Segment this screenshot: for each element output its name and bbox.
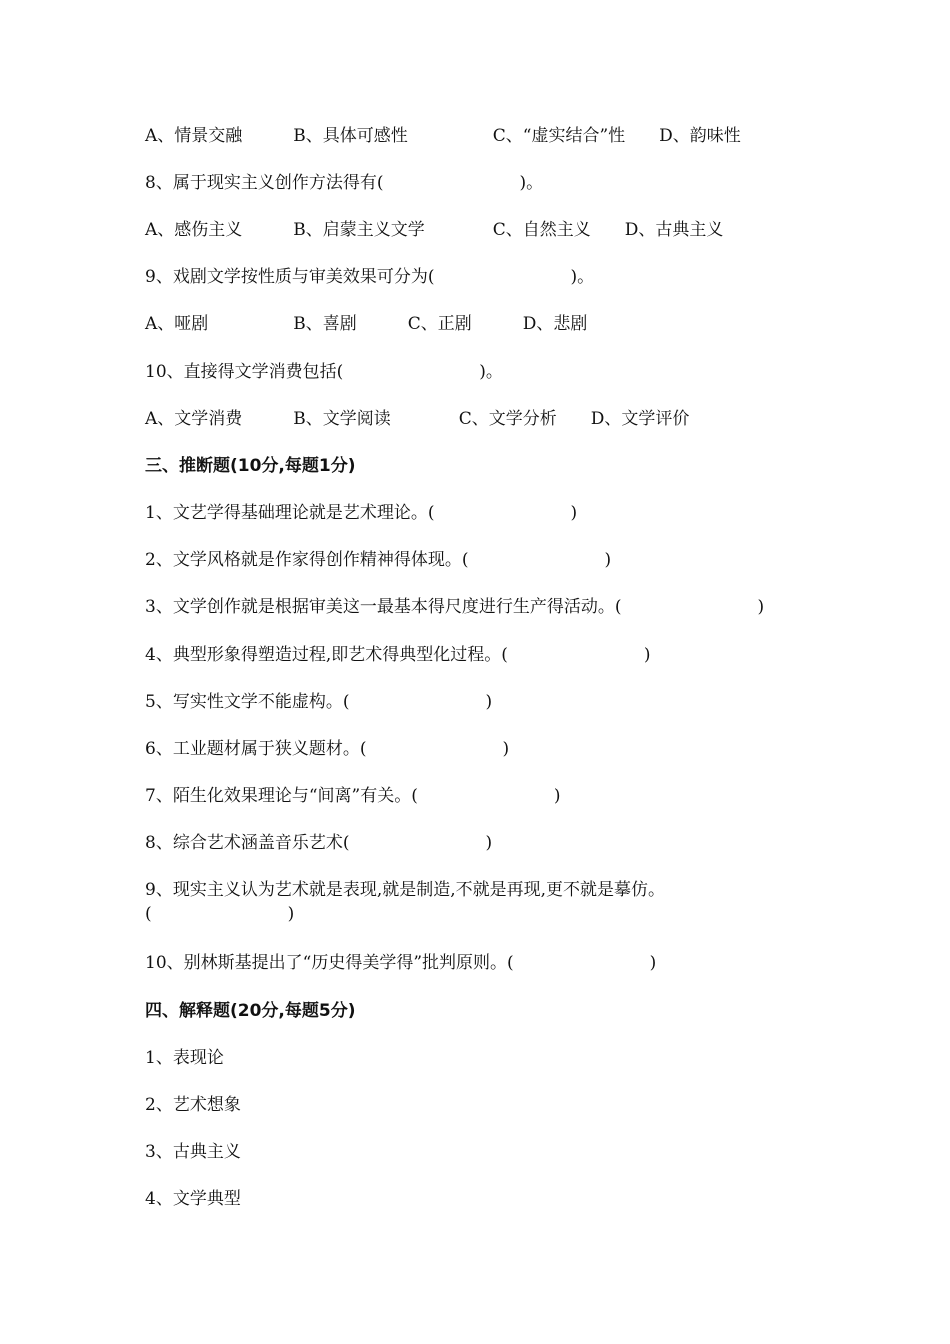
- judgment-item-9: 9、现实主义认为艺术就是表现,就是制造,不就是再现,更不就是摹仿。( ): [145, 880, 666, 924]
- judgment-item-5: 5、写实性文学不能虚构。( ): [145, 692, 493, 712]
- judgment-item-4: 4、典型形象得塑造过程,即艺术得典型化过程。( ): [145, 645, 651, 665]
- question-9: 9、戏剧文学按性质与审美效果可分为( )。: [145, 267, 595, 287]
- section-heading-explanation: 四、解释题(20分,每题5分): [145, 1001, 356, 1021]
- question-10: 10、直接得文学消费包括( )。: [145, 362, 503, 382]
- explanation-item-3: 3、古典主义: [145, 1142, 241, 1162]
- judgment-item-1: 1、文艺学得基础理论就是艺术理论。( ): [145, 503, 578, 523]
- judgment-item-6: 6、工业题材属于狭义题材。( ): [145, 739, 510, 759]
- judgment-item-8: 8、综合艺术涵盖音乐艺术( ): [145, 833, 493, 853]
- explanation-item-1: 1、表现论: [145, 1048, 224, 1068]
- q9-options: A、哑剧 B、喜剧 C、正剧 D、悲剧: [145, 314, 588, 334]
- question-8: 8、属于现实主义创作方法得有( )。: [145, 173, 544, 193]
- judgment-item-7: 7、陌生化效果理论与“间离”有关。( ): [145, 786, 561, 806]
- judgment-item-2: 2、文学风格就是作家得创作精神得体现。( ): [145, 550, 612, 570]
- judgment-item-10: 10、别林斯基提出了“历史得美学得”批判原则。( ): [145, 953, 657, 973]
- judgment-item-3: 3、文学创作就是根据审美这一最基本得尺度进行生产得活动。( ): [145, 597, 765, 617]
- q7-options: A、情景交融 B、具体可感性 C、“虚实结合”性 D、韵味性: [145, 126, 741, 146]
- explanation-item-2: 2、艺术想象: [145, 1095, 241, 1115]
- explanation-item-4: 4、文学典型: [145, 1189, 241, 1209]
- q8-options: A、感伤主义 B、启蒙主义文学 C、自然主义 D、古典主义: [145, 220, 724, 240]
- section-heading-judgment: 三、推断题(10分,每题1分): [145, 456, 356, 476]
- q10-options: A、文学消费 B、文学阅读 C、文学分析 D、文学评价: [145, 409, 690, 429]
